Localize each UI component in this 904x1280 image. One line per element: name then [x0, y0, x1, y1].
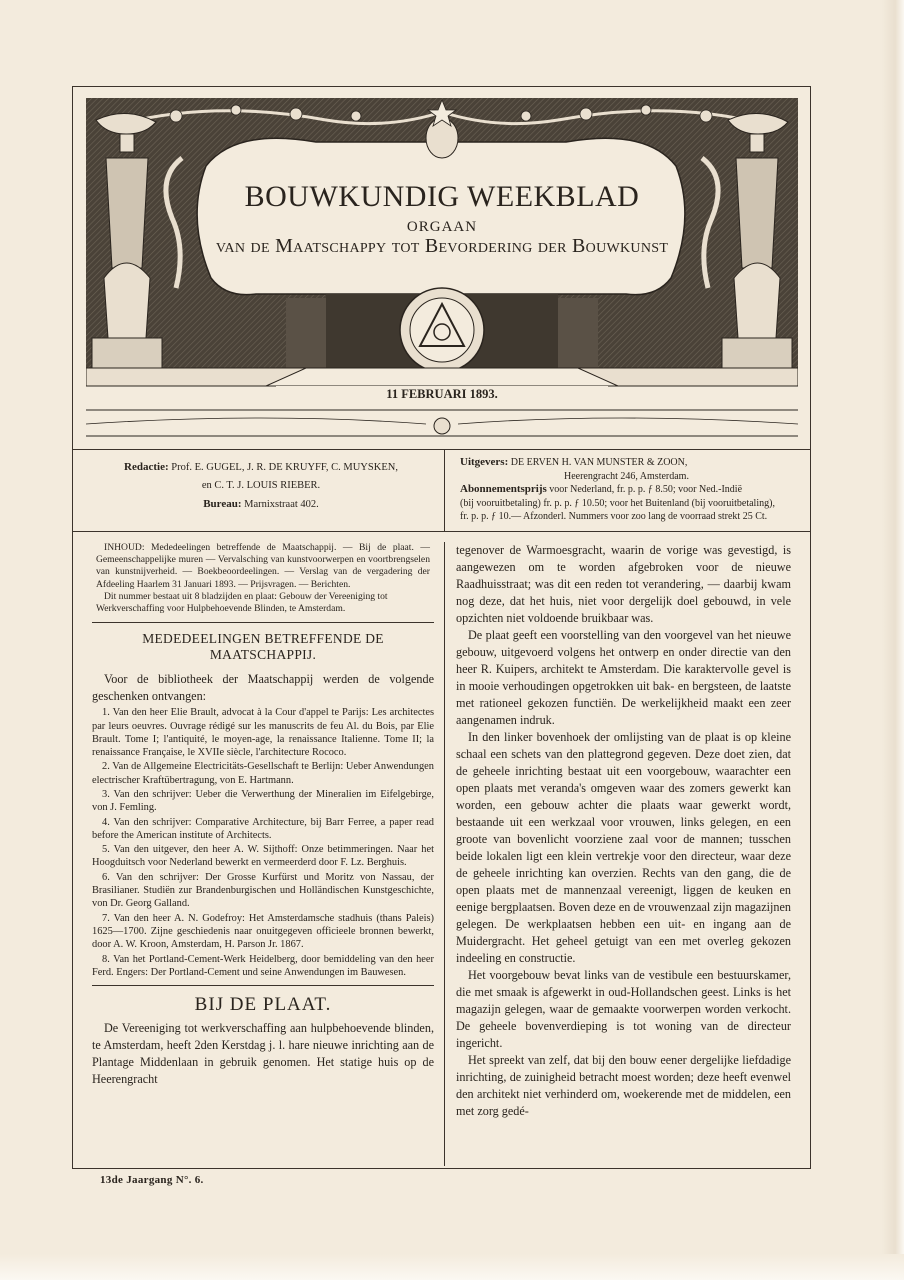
column-divider	[444, 542, 445, 1166]
article-paragraph: tegenover de Warmoesgracht, waarin de vorige was gevestigd, is aangewezen om te worden afgebroken voor de nieuwe Raadhuisstraat; was dit een reden tot verandering, — daarbij kwam nog deze, dat het huis, niet voor dergelijk doel gebouwd, in vele opzichten niet voldoende bruikbaar was.	[456, 543, 791, 625]
article-paragraph: De plaat geeft een voorstelling van den voorgevel van het nieuwe gebouw, uitgevoerd volgens het ontwerp en onder directie van den heer R. Kuipers, architekt te Amsterdam. Die karaktervolle gevel is in mooie verhoudingen opgetrokken uit bak- en bergsteen, de laatste met rationeel gekozen functiën. De werkelijkheid maakt een zeer aangenamen indruk.	[456, 628, 791, 727]
publisher-address: Heerengracht 246, Amsterdam.	[564, 470, 689, 482]
article-paragraph: Het spreekt van zelf, dat bij den bouw eener dergelijke liefdadige inrichting, de zuinigheid betracht moest worden; deze heeft evenwel den architekt niet verhinderd om, woekerende met de middelen, een met zorg gedé-	[456, 1053, 791, 1118]
price-text-1: voor Nederland, fr. p. p. ƒ 8.50; voor Ned.-Indië	[549, 484, 743, 495]
price-text-2: (bij vooruitbetaling) fr. p. p. ƒ 10.50; voor het Buitenland (bij vooruitbetaling),	[460, 497, 775, 509]
publisher-line	[460, 456, 795, 470]
page-edge	[882, 0, 904, 1280]
volume-number: 13de Jaargang N°. 6.	[100, 1174, 204, 1186]
right-column	[456, 542, 791, 1120]
gift-item: 2. Van de Allgemeine Electricitäts-Gesellschaft te Berlijn: Ueber Anwendungen electrischer Kraftübertragung, von E. Hartmann.	[92, 761, 434, 786]
section-rule	[92, 985, 434, 986]
editors-names: Prof. E. GUGEL, J. R. DE KRUYFF, C. MUYSKEN,	[171, 462, 398, 473]
issue-date: 11 FEBRUARI 1893.	[386, 387, 498, 401]
section-rule	[92, 622, 434, 623]
editors-label: Redactie:	[124, 461, 169, 473]
article-paragraph: In den linker bovenhoek der omlijsting van de plaat is op kleine schaal een schets van den plattegrond gegeven. Deze doet zien, dat de geheele inrichting bestaat uit een voorgebouw, waarachter een open plaats met veranda's omgeven waar des zomers gewerkt kan worden, een gebouw achter die plaats waar gewerkt wordt, bestaande uit een werkzaal voor vrouwen, links gelegen, en een groote van bovenlicht voorziene zaal voor de mannen; tusschen beide lokalen ligt een klein vertrekje voor den directeur, waar deze de geheele inrichting kan overzien. Rechts van den gang, die de open plaats met de mannenzaal vereenigt, liggen de keuken en eenige bergplaatsen. Boven deze en de vrouwenzaal zijn magazijnen gelegen. De werkplaatsen hebben een uit- en ingang aan de Muidergracht. Het geheel getuigt van een met overleg gekozen indeeling en constructie.	[456, 730, 791, 965]
price-label: Abonnementsprijs	[460, 483, 547, 495]
header-rule-top	[72, 449, 810, 450]
library-intro: Voor de bibliotheek der Maatschappij werden de volgende geschenken ontvangen:	[92, 672, 434, 704]
gift-item: 8. Van het Portland-Cement-Werk Heidelberg, door bemiddeling van den heer Ferd. Engers: Der Portland-Cement und seine Anwendungen im Bauwesen.	[92, 953, 434, 978]
issue-note: Dit nummer bestaat uit 8 bladzijden en plaat: Gebouw der Vereeniging tot Werkverschaffing voor Hulpbehoevende Blinden, te Amsterdam.	[96, 590, 388, 615]
publisher-box	[460, 456, 795, 524]
gift-item: 3. Van den schrijver: Ueber die Verwerthung der Mineralien im Eifelgebirge, von J. Femling.	[92, 789, 434, 814]
header-rule-bottom	[72, 531, 810, 532]
masthead	[86, 98, 798, 438]
price-line	[460, 483, 795, 497]
gift-item: 5. Van den uitgever, den heer A. W. Sijthoff: Onze betimmeringen. Naar het Hoogduitsch voor Nederland bewerkt en vermeerderd door F. Lz. Berghuis.	[92, 844, 434, 869]
gift-item: 7. Van den heer A. N. Godefroy: Het Amsterdamsche stadhuis (thans Paleis) 1625—1700. Zijne geschiedenis naar onuitgegeven officieele bronnen bewerkt, door A. W. Kroon, Amsterdam, H. Parson Jr. 1867.	[92, 912, 434, 951]
plate-paragraph: De Vereeniging tot werkverschaffing aan hulpbehoevende blinden, te Amsterdam, heeft 2den Kerstdag j. l. hare nieuwe inrichting aan de Plantage Middenlaan in gebruik genomen. Het statige huis op de Heerengracht	[92, 1021, 434, 1087]
section-heading-line2: MAATSCHAPPIJ.	[209, 647, 317, 663]
article-paragraph: Het voorgebouw bevat links van de vestibule een bestuurskamer, die met smaak is afgewerkt in oud-Hollandschen geest. Links is het magazijn gelegen, waar de gemaakte voorwerpen worden verkocht. De geheele bovenverdieping is tot woning van de directeur ingericht.	[456, 968, 791, 1050]
masthead-organisation: van de Maatschappy tot Bevordering der Bouwkunst	[215, 235, 669, 257]
publisher-label: Uitgevers:	[460, 456, 509, 468]
bureau-address: Marnixstraat 402.	[244, 499, 319, 510]
editors-names-cont: en C. T. J. LOUIS RIEBER.	[201, 480, 321, 491]
gift-item: 1. Van den heer Elie Brault, advocat à la Cour d'appel te Parijs: Les architectes par leurs oeuvres. Ouvrage rédigé sur les manuscrits de feu Al. du Bois, par Elie Brault. Tome I; l'antiquité, le moyen-age, la renaissance Italienne. Tome II; la renaissance Française, le XVIIe siècle, l'architecture Rococo.	[92, 707, 434, 759]
contents-summary: INHOUD: Mededeelingen betreffende de Maatschappij. — Bij de plaat. — Gemeenschappelijke muren — Vervalsching van kunstvoorwerpen en voortbrengselen van kunstnijverheid. — Boekbeoordeelingen. — Verslag van de vergadering der Afdeeling Haarlem 31 Januari 1893. — Prijsvragen. — Berichten.	[96, 542, 430, 590]
price-text-3: fr. p. p. ƒ 10.— Afzonderl. Nummers voor zoo lang de voorraad strekt 25 Ct.	[460, 511, 768, 522]
editorial-box	[86, 458, 436, 514]
bureau-label: Bureau:	[203, 498, 242, 510]
publisher-name: DE ERVEN H. VAN MUNSTER & ZOON,	[510, 457, 688, 468]
plate-heading: BIJ DE PLAAT.	[194, 994, 332, 1016]
masthead-title: BOUWKUNDIG WEEKBLAD	[244, 180, 640, 213]
left-column	[92, 542, 434, 1088]
gift-item: 6. Van den schrijver: Der Grosse Kurfürst und Moritz von Nassau, der Brasilianer. Studiën zur Brandenburgischen und Holländischen Kunstgeschichte, von Dr. Georg Galland.	[92, 871, 434, 910]
bureau-line	[86, 495, 436, 514]
masthead-subtitle: ORGAAN	[406, 219, 478, 235]
editors-line	[86, 458, 436, 477]
header-divider	[444, 449, 445, 531]
page-edge-bottom	[0, 1254, 904, 1280]
section-heading-line1: MEDEDEELINGEN BETREFFENDE DE	[142, 631, 384, 647]
gift-item: 4. Van den schrijver: Comparative Architecture, bij Barr Ferree, a paper read before the American institute of Architects.	[92, 816, 434, 841]
